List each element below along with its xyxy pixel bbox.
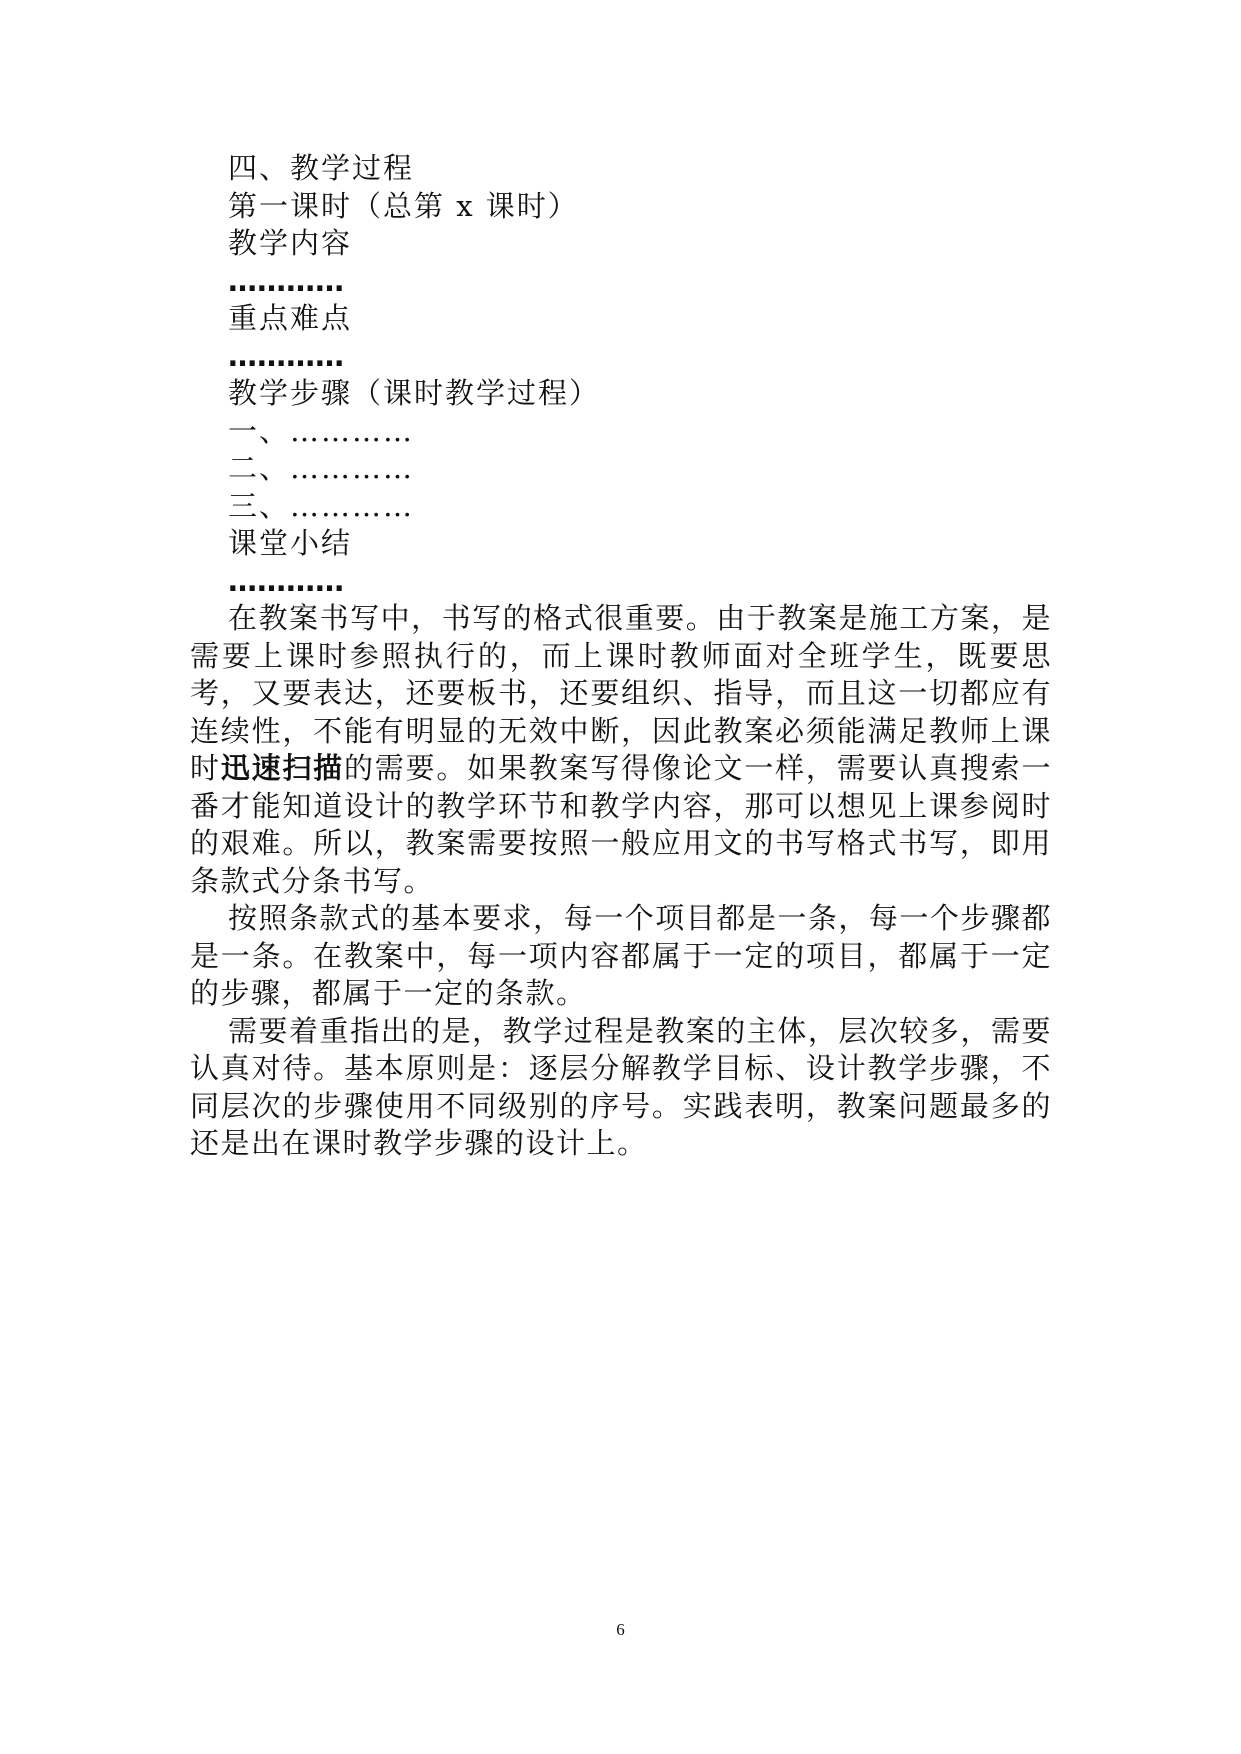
paragraph-clause-requirements: 按照条款式的基本要求，每一个项目都是一条，每一个步骤都是一条。在教案中，每一项内容都属于一定的项目，都属于一定的步骤，都属于一定的条款。 (190, 901, 1052, 1010)
content-ellipsis: ………… (228, 263, 344, 298)
summary-heading: 课堂小结 (228, 526, 353, 560)
bold-term: 迅速扫描 (220, 751, 344, 785)
step-item-3: 三、………… (228, 488, 415, 523)
lesson-outline (228, 150, 1048, 600)
paragraph-text: 的需要。如果教案写得像论文一样，需要认真搜索一番才能知道设计的教学环节和教学内容，那可以想见上课参阅时的艰难。所以，教案需要按照一般应用文的书写格式书写，即用条款式分条书写。 (190, 751, 1052, 898)
steps-heading: 教学步骤（课时教学过程） (228, 376, 601, 410)
content-heading: 教学内容 (228, 226, 353, 260)
paragraph-format-importance (190, 600, 1052, 900)
step-item-1: 一、………… (228, 413, 415, 448)
keypoints-ellipsis: ………… (228, 338, 344, 373)
summary-ellipsis: ………… (228, 563, 344, 598)
keypoints-heading: 重点难点 (228, 301, 353, 335)
paragraph-text: 在教案书写中，书写的格式很重要。由于教案是施工方案，是需要上课时参照执行的，而上课时教师面对全班学生，既要思考，又要表达，还要板书，还要组织、指导，而且这一切都应有连续性，不能有明显的无效中断，因此教案必须能满足教师上课时 (190, 601, 1052, 785)
section-title: 四、教学过程 (228, 151, 415, 185)
step-item-2: 二、………… (228, 451, 415, 485)
page-number: 6 (616, 1620, 625, 1639)
paragraph-teaching-process: 需要着重指出的是，教学过程是教案的主体，层次较多，需要认真对待。基本原则是：逐层分解教学目标、设计教学步骤，不同层次的步骤使用不同级别的序号。实践表明，教案问题最多的还是出在课时教学步骤的设计上。 (190, 1013, 1052, 1160)
lesson-title: 第一课时（总第 x 课时） (228, 188, 579, 223)
body-text (190, 600, 1052, 1163)
